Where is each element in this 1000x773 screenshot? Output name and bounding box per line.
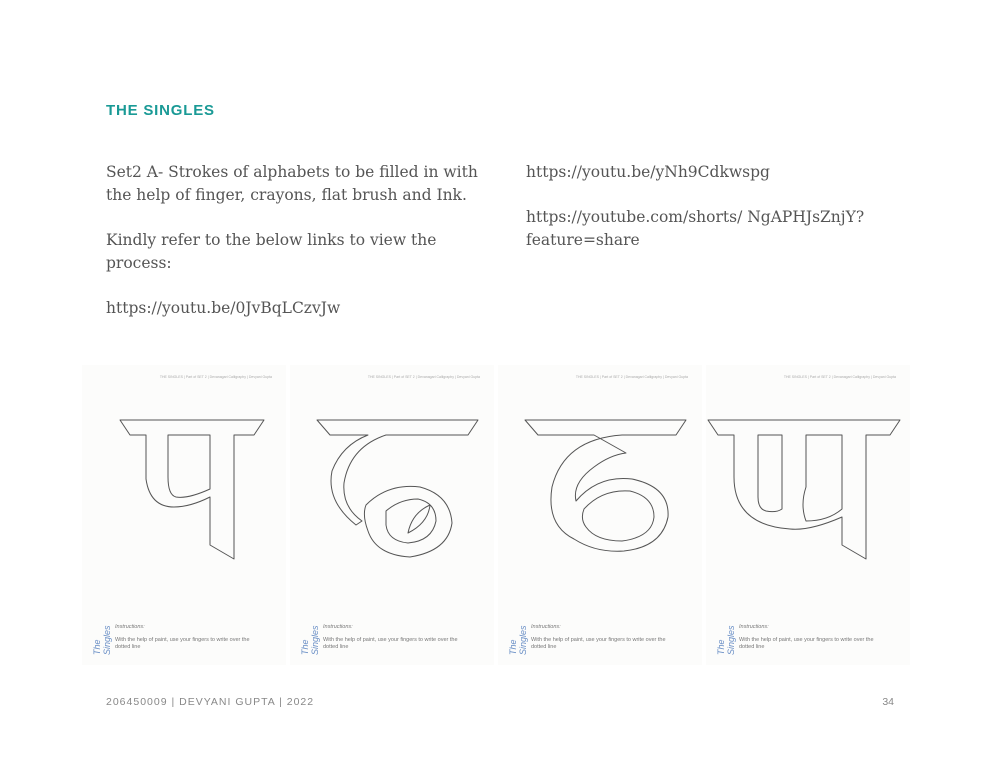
side-label: The Singles	[716, 625, 736, 655]
worksheet-card	[498, 365, 702, 665]
side-label: The Singles	[300, 625, 320, 655]
instructions-text: With the help of paint, use your fingers to write over the dotted line	[115, 637, 250, 650]
worksheet-card	[82, 365, 286, 665]
description-paragraph: Set2 A- Strokes of alphabets to be filled in with the help of finger, crayons, flat brush and Ink.	[106, 163, 478, 204]
footer-credit: 206450009 | DEVYANI GUPTA | 2022	[106, 696, 315, 708]
worksheet-strip	[82, 365, 912, 665]
glyph-outline-pa	[82, 405, 286, 575]
instructions-text: With the help of paint, use your fingers to write over the dotted line	[323, 637, 458, 650]
side-label: The Singles	[92, 625, 112, 655]
glyph-outline-tha	[498, 405, 702, 575]
instructions-title: Instructions:	[323, 624, 353, 630]
page-number: 34	[882, 696, 894, 708]
sheet-header: THE SINGLES | Part of SET 2 | Devanagari Calligraphy | Devyani Gupta	[367, 375, 480, 379]
instructions-text: With the help of paint, use your fingers to write over the dotted line	[739, 637, 874, 650]
glyph-outline-na	[706, 405, 910, 575]
instructions-title: Instructions:	[531, 624, 561, 630]
left-text-column	[106, 161, 496, 342]
sheet-header: THE SINGLES | Part of SET 2 | Devanagari Calligraphy | Devyani Gupta	[783, 375, 896, 379]
side-label: The Singles	[508, 625, 528, 655]
section-title: THE SINGLES	[106, 102, 215, 119]
instructions-title: Instructions:	[115, 624, 145, 630]
sheet-header: THE SINGLES | Part of SET 2 | Devanagari Calligraphy | Devyani Gupta	[159, 375, 272, 379]
instructions-text: With the help of paint, use your fingers to write over the dotted line	[531, 637, 666, 650]
glyph-outline-dha	[290, 405, 494, 575]
instructions-paragraph: Kindly refer to the below links to view the process:	[106, 231, 437, 272]
worksheet-card	[706, 365, 910, 665]
worksheet-card	[290, 365, 494, 665]
video-link-3[interactable]: https://youtube.com/shorts/ NgAPHJsZnjY?feature=share	[526, 208, 865, 249]
video-link-1[interactable]: https://youtu.be/0JvBqLCzvJw	[106, 299, 341, 317]
instructions-title: Instructions:	[739, 624, 769, 630]
right-text-column	[526, 161, 906, 274]
sheet-header: THE SINGLES | Part of SET 2 | Devanagari Calligraphy | Devyani Gupta	[575, 375, 688, 379]
video-link-2[interactable]: https://youtu.be/yNh9Cdkwspg	[526, 163, 770, 181]
